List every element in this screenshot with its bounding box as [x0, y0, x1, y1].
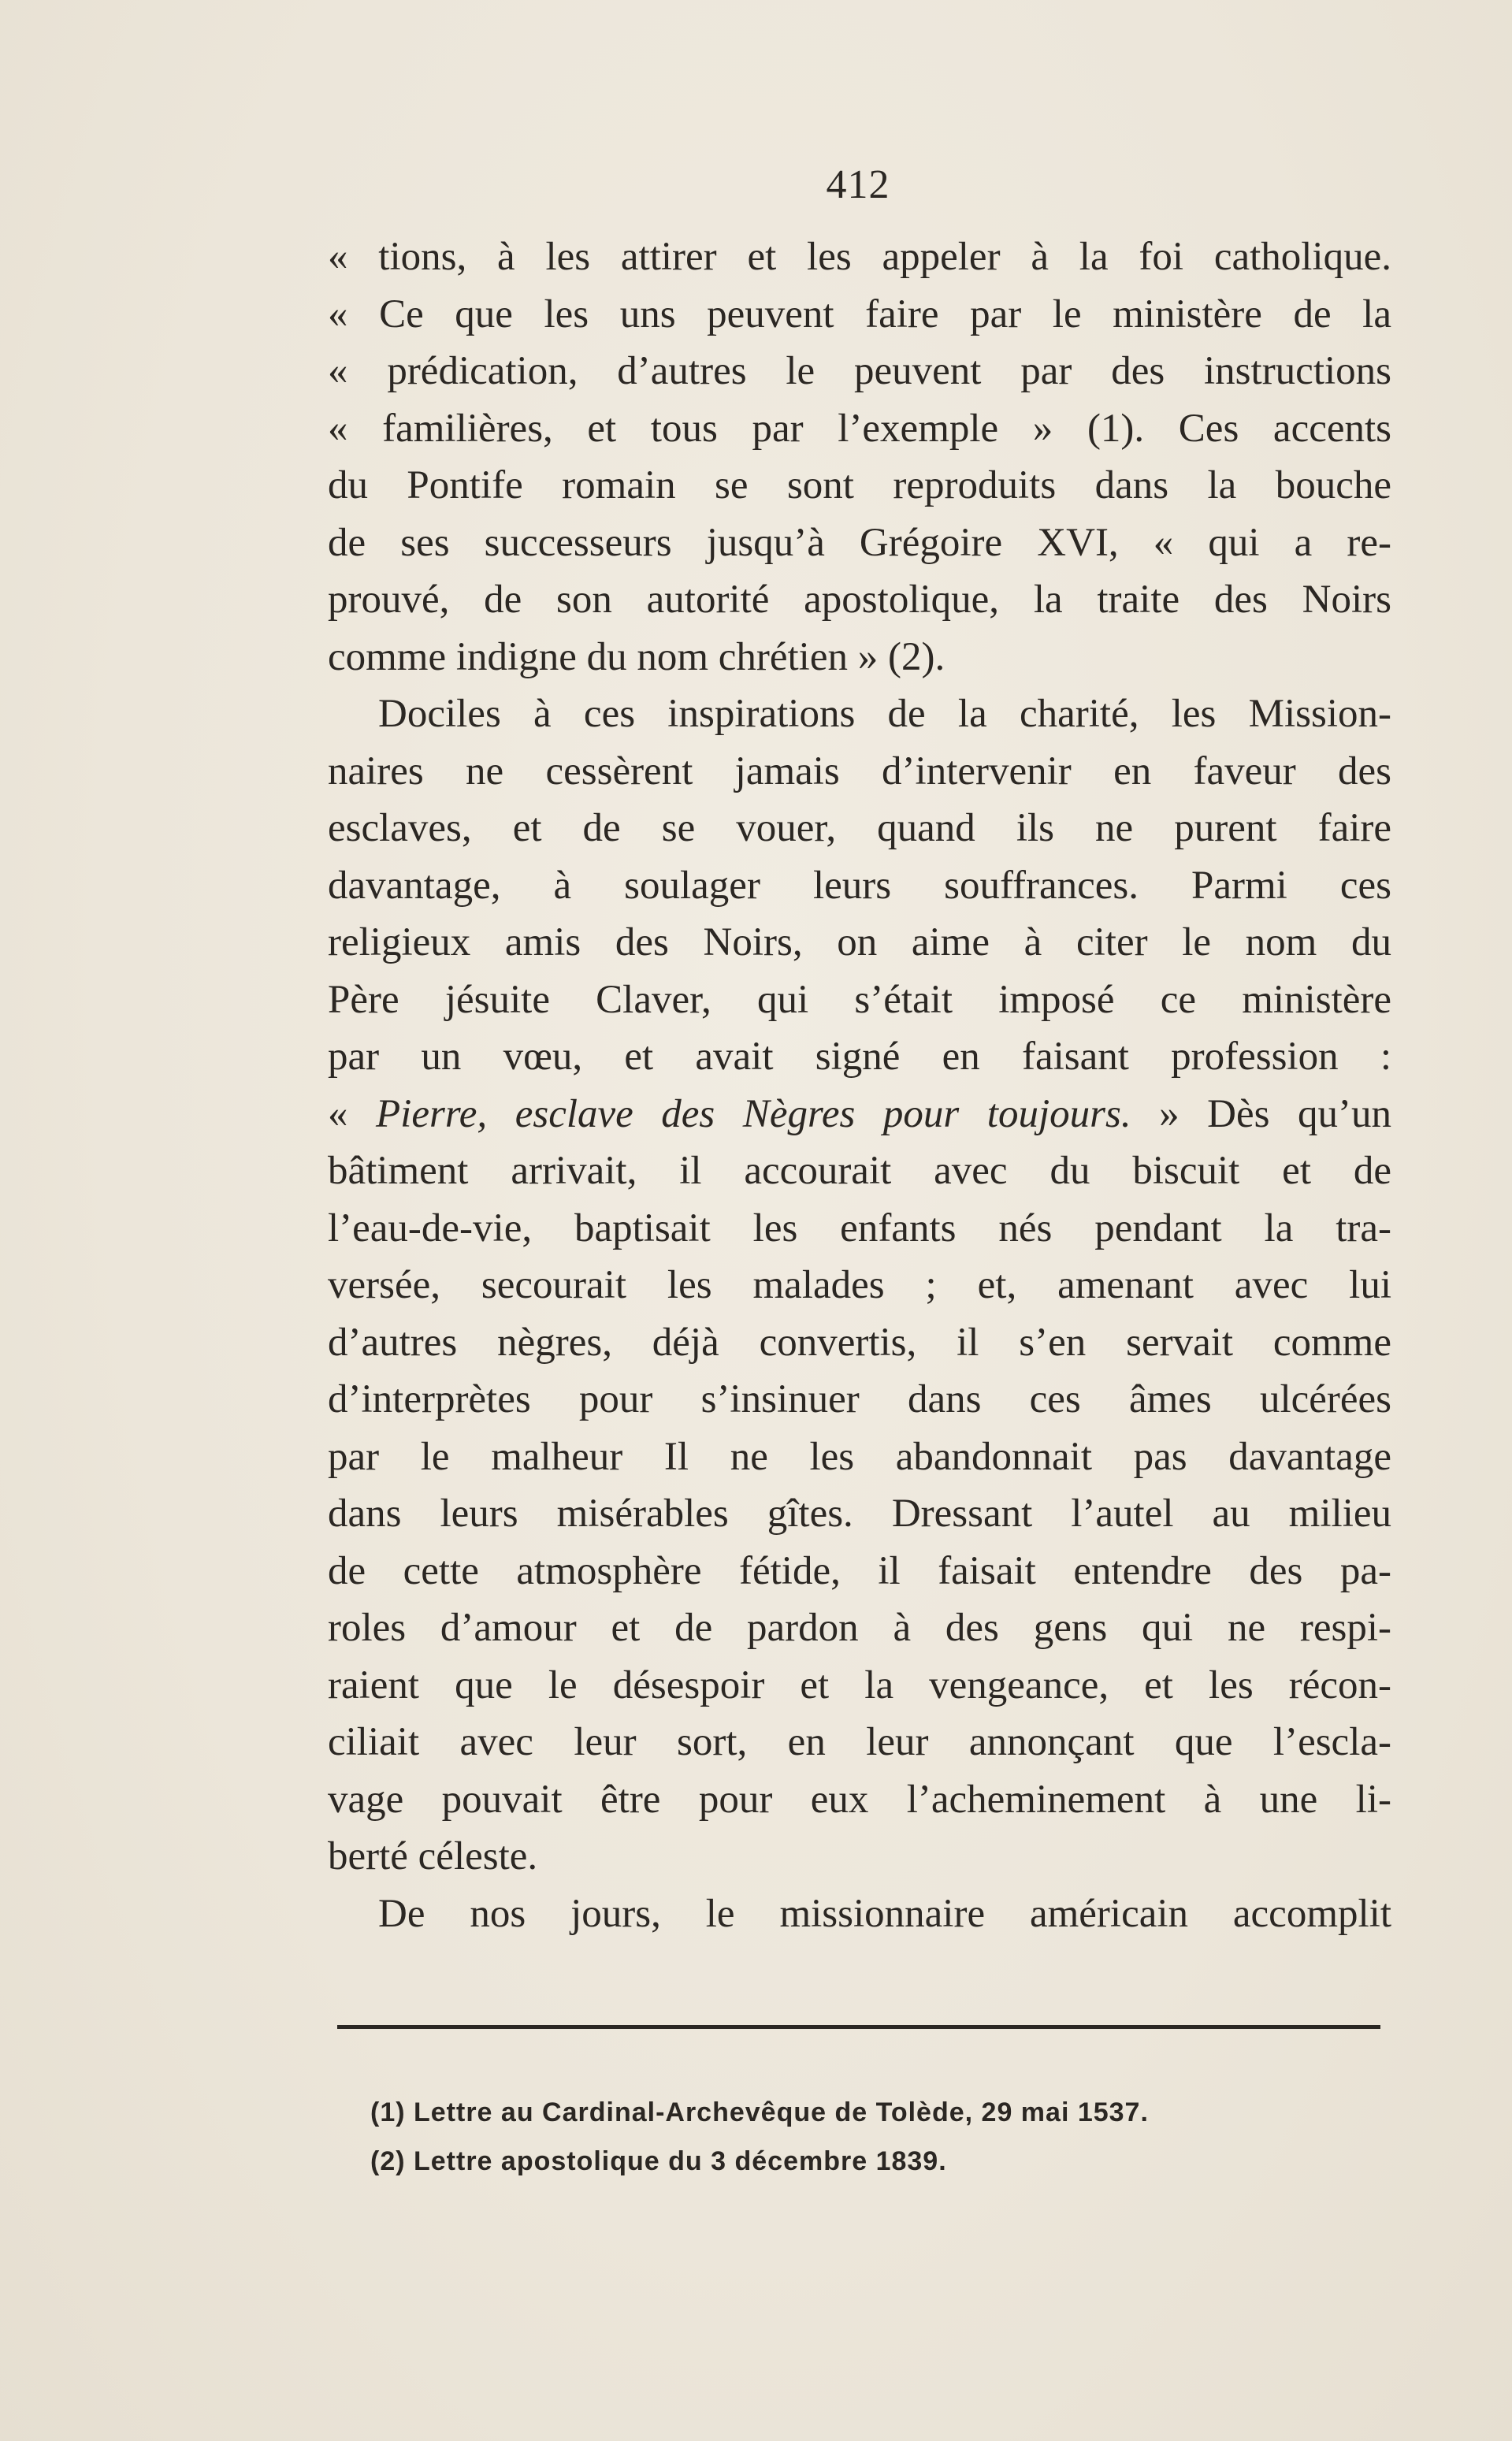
- text-line: « prédication, d’autres le peuvent par des instructions: [328, 349, 1391, 393]
- text-line: de ses successeurs jusqu’à Grégoire XVI, « qui a re-: [328, 520, 1391, 565]
- text-line: d’autres nègres, déjà convertis, il s’en servait comme: [328, 1320, 1391, 1365]
- paragraph-start-line: De nos jours, le missionnaire américain accomplit: [378, 1891, 1391, 1936]
- text-line: versée, secourait les malades ; et, amenant avec lui: [328, 1263, 1391, 1307]
- paragraph-start-line: Dociles à ces inspirations de la charité, les Mission-: [378, 692, 1391, 736]
- text-line: d’interprètes pour s’insinuer dans ces âmes ulcérées: [328, 1377, 1391, 1421]
- text-line: « familières, et tous par l’exemple » (1). Ces accents: [328, 406, 1391, 451]
- text-line: comme indigne du nom chrétien » (2).: [328, 634, 945, 679]
- text-line: par le malheur Il ne les abandonnait pas davantage: [328, 1434, 1391, 1479]
- page-number: 412: [826, 162, 890, 207]
- body-text: [328, 228, 1391, 1942]
- text-line: Père jésuite Claver, qui s’était imposé ce ministère: [328, 977, 1391, 1022]
- text-line: dans leurs misérables gîtes. Dressant l’autel au milieu: [328, 1492, 1391, 1536]
- text-line-with-italic: [328, 1086, 1391, 1143]
- text-line: bâtiment arrivait, il accourait avec du biscuit et de: [328, 1149, 1391, 1193]
- quote-close-continuation: » Dès qu’un: [1131, 1091, 1391, 1136]
- text-line: prouvé, de son autorité apostolique, la traite des Noirs: [328, 578, 1391, 622]
- text-line: religieux amis des Noirs, on aime à citer le nom du: [328, 920, 1391, 964]
- text-line: l’eau-de-vie, baptisait les enfants nés pendant la tra-: [328, 1206, 1391, 1250]
- italic-quote: Pierre, esclave des Nègres pour toujours.: [376, 1091, 1131, 1136]
- text-line: naires ne cessèrent jamais d’intervenir en faveur des: [328, 749, 1391, 793]
- text-line: davantage, à soulager leurs souffrances. Parmi ces: [328, 863, 1391, 908]
- text-line: raient que le désespoir et la vengeance, et les récon-: [328, 1663, 1391, 1707]
- text-line: « tions, à les attirer et les appeler à la foi catholique.: [328, 235, 1391, 279]
- footnote: (1) Lettre au Cardinal-Archevêque de Tolède, 29 mai 1537.: [370, 2097, 1149, 2127]
- footnotes: [370, 2088, 1395, 2186]
- text-line: roles d’amour et de pardon à des gens qui ne respi-: [328, 1606, 1391, 1650]
- text-line: vage pouvait être pour eux l’acheminement à une li-: [328, 1777, 1391, 1822]
- text-line: berté céleste.: [328, 1834, 538, 1878]
- text-line: de cette atmosphère fétide, il faisait entendre des pa-: [328, 1548, 1391, 1593]
- text-line: esclaves, et de se vouer, quand ils ne purent faire: [328, 806, 1391, 850]
- text-line: ciliait avec leur sort, en leur annonçant que l’escla-: [328, 1720, 1391, 1764]
- text-line: « Ce que les uns peuvent faire par le ministère de la: [328, 292, 1391, 336]
- footnote: (2) Lettre apostolique du 3 décembre 1839.: [370, 2146, 947, 2176]
- quote-open: «: [328, 1091, 377, 1136]
- footnote-divider: [337, 2025, 1380, 2029]
- text-line: par un vœu, et avait signé en faisant profession :: [328, 1035, 1391, 1079]
- text-line: du Pontife romain se sont reproduits dans la bouche: [328, 463, 1391, 507]
